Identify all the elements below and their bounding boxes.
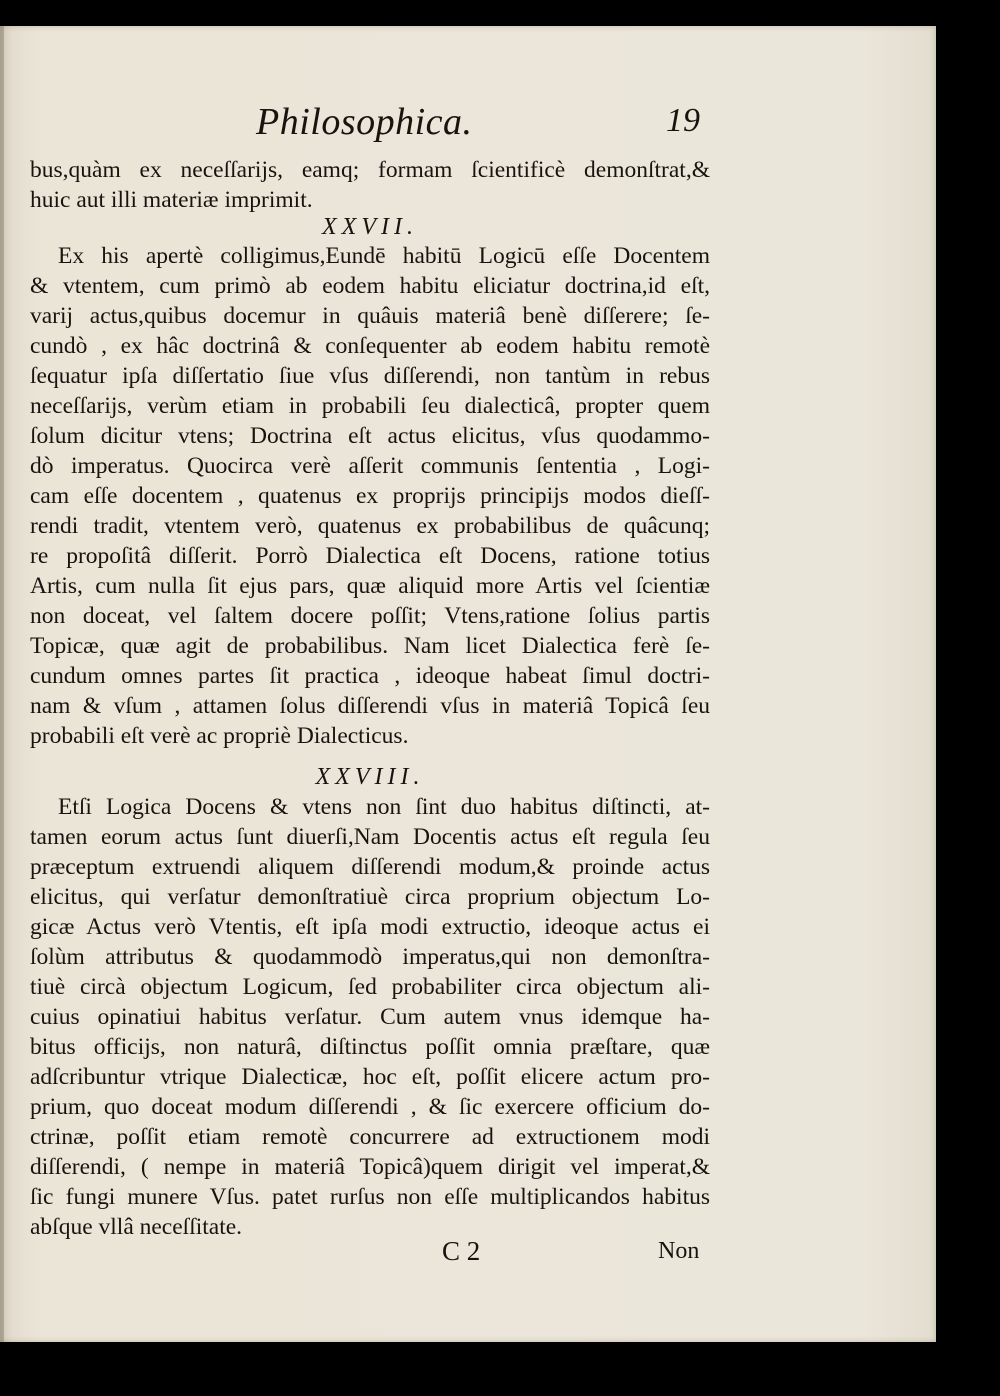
text-line: gicæ Actus verò Vtentis, eſt ipſa modi extructio, ideoque actus ei: [30, 914, 710, 940]
section-heading-27: XXVII.: [322, 214, 418, 240]
text-line: tiuè circà objectum Logicum, ſed probabiliter circa objectum ali-: [30, 974, 710, 1000]
page-number: 19: [666, 102, 700, 139]
text-line: bitus officijs, non naturâ, diſtinctus poſſit omnia præſtare, quæ: [30, 1034, 710, 1060]
text-line: non doceat, vel ſaltem docere poſſit; Vtens,ratione ſolius partis: [30, 603, 710, 629]
text-line: varij actus,quibus docemur in quâuis materiâ benè diſſerere; ſe-: [30, 303, 710, 329]
text-line: cuius opinatiui habitus verſatur. Cum autem vnus idemque ha-: [30, 1004, 710, 1030]
text-line: ſic fungi munere Vſus. patet rurſus non eſſe multiplicandos habitus: [30, 1184, 710, 1210]
text-line: abſque vllâ neceſſitate.: [30, 1214, 243, 1240]
running-head: [30, 100, 710, 150]
text-line: elicitus, qui verſatur demonſtratiuè circa proprium objectum Lo-: [30, 884, 710, 910]
text-line: adſcribuntur vtrique Dialecticæ, hoc eſt, poſſit elicere actum pro-: [30, 1064, 710, 1090]
text-line: neceſſarijs, verùm etiam in probabili ſeu dialecticâ, propter quem: [30, 393, 710, 419]
signature-mark: C 2: [442, 1236, 481, 1266]
text-line: Etſi Logica Docens & vtens non ſint duo habitus diſtincti, at-: [58, 794, 710, 820]
text-line: Topicæ, quæ agit de probabilibus. Nam licet Dialectica ferè ſe-: [30, 633, 710, 659]
text-line: præceptum extruendi aliquem diſſerendi modum,& proinde actus: [30, 854, 710, 880]
binding-edge: [0, 26, 4, 1342]
text-line: diſſerendi, ( nempe in materiâ Topicâ)quem dirigit vel imperat,&: [30, 1154, 710, 1180]
text-line: prium, quo doceat modum diſſerendi , & ſic exercere officium do-: [30, 1094, 710, 1120]
book-page: [0, 26, 936, 1342]
text-line: re propoſitâ diſſerit. Porrò Dialectica eſt Docens, ratione totius: [30, 543, 710, 569]
text-line: ſolùm attributus & quodammodò imperatus,qui non demonſtra-: [30, 944, 710, 970]
text-line: Artis, cum nulla ſit ejus pars, quæ aliquid more Artis vel ſcientiæ: [30, 573, 710, 599]
catchword: Non: [658, 1238, 700, 1264]
text-line: ſequatur ipſa diſſertatio ſiue vſus diſſerendi, non tantùm in rebus: [30, 363, 710, 389]
text-line: dò imperatus. Quocirca verè aſſerit communis ſententia , Logi-: [30, 453, 710, 479]
text-line: & vtentem, cum primò ab eodem habitu eliciatur doctrina,id eſt,: [30, 273, 710, 299]
page-footer: [30, 1236, 710, 1272]
running-title: Philosophica.: [256, 101, 473, 143]
text-line: cam eſſe docentem , quatenus ex proprijs principijs modos dieſſ-: [30, 483, 710, 509]
text-line: tamen eorum actus ſunt diuerſi,Nam Docentis actus eſt regula ſeu: [30, 824, 710, 850]
text-line: cundò , ex hâc doctrinâ & conſequenter ab eodem habitu remotè: [30, 333, 710, 359]
text-line: rendi tradit, vtentem verò, quatenus ex probabilibus de quâcunq;: [30, 513, 710, 539]
text-line: Ex his apertè colligimus,Eundē habitū Logicū eſſe Docentem: [58, 243, 710, 269]
section-heading-28: XXVIII.: [315, 764, 425, 790]
text-line: ctrinæ, poſſit etiam remotè concurrere ad extructionem modi: [30, 1124, 710, 1150]
text-line: probabili eſt verè ac propriè Dialecticus.: [30, 723, 409, 749]
text-line: huic aut illi materiæ imprimit.: [30, 187, 313, 213]
text-line: nam & vſum , attamen ſolus diſſerendi vſus in materiâ Topicâ ſeu: [30, 693, 710, 719]
text-line: ſolum dicitur vtens; Doctrina eſt actus elicitus, vſus quodammo-: [30, 423, 710, 449]
text-line: bus,quàm ex neceſſarijs, eamq; formam ſcientificè demonſtrat,&: [30, 157, 710, 183]
text-line: cundum omnes partes ſit practica , ideoque habeat ſimul doctri-: [30, 663, 710, 689]
